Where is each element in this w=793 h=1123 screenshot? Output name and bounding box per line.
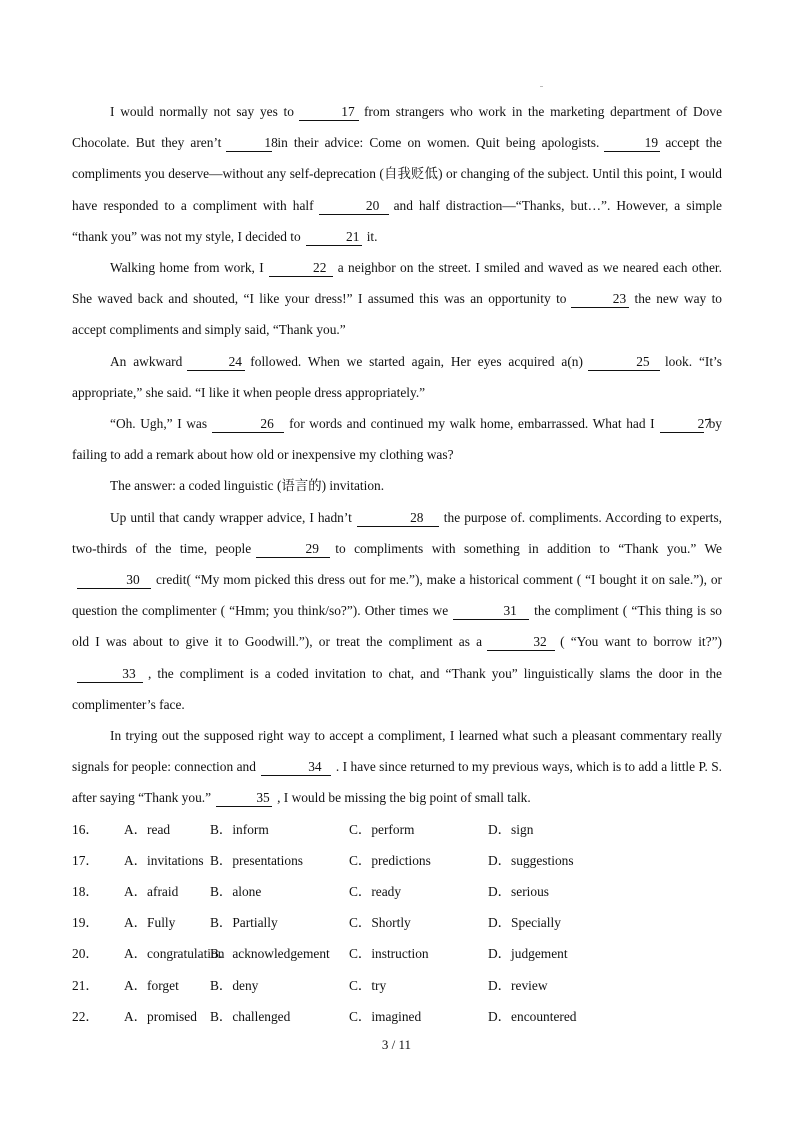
passage-text: credit( “My mom picked this dress out for me.”), make a historical comment ( “I bought it on sale.”), or question the complimenter ( “Hmm; you think/so?”). Other times we bbox=[72, 572, 722, 619]
option-a: A．promised bbox=[124, 1008, 197, 1024]
question-row bbox=[72, 845, 722, 876]
option-b: B．presentations bbox=[210, 852, 303, 868]
scan-mark bbox=[540, 86, 543, 87]
option-c: C．try bbox=[349, 977, 387, 993]
passage-text: “Oh. Ugh,” I was bbox=[110, 416, 208, 432]
passage-text: followed. When we started again, Her eyes acquired a(n) bbox=[250, 353, 583, 369]
option-c: C．perform bbox=[349, 821, 415, 837]
passage-text: to compliments with something in addition to “Thank you.” We bbox=[335, 540, 722, 556]
question-number: 17． bbox=[72, 852, 99, 868]
question-row bbox=[72, 970, 722, 1001]
option-c: C．ready bbox=[349, 884, 402, 900]
passage-text: look. “It’s appropriate,” she said. “I like it when people dress appropriately.” bbox=[72, 353, 722, 400]
question-number: 20． bbox=[72, 946, 99, 962]
question-row bbox=[72, 814, 722, 845]
question-number: 22． bbox=[72, 1008, 99, 1024]
option-b: B．acknowledgement bbox=[210, 946, 330, 962]
option-d: D．encountered bbox=[488, 1008, 577, 1024]
question-row bbox=[72, 938, 722, 969]
option-d: D．review bbox=[488, 977, 548, 993]
option-b: B．alone bbox=[210, 884, 262, 900]
option-b: B．Partially bbox=[210, 915, 278, 931]
passage-text: it. bbox=[366, 228, 378, 244]
blank-20: 20 bbox=[319, 197, 389, 215]
blank-17: 17 bbox=[299, 103, 359, 121]
passage-text: ( “You want to borrow it?”) bbox=[560, 634, 722, 650]
blank-21: 21 bbox=[306, 228, 362, 246]
paragraph bbox=[72, 346, 722, 408]
passage-text: Up until that candy wrapper advice, I hadn’t bbox=[110, 509, 352, 525]
option-d: D．serious bbox=[488, 884, 549, 900]
passage-text: I would normally not say yes to bbox=[110, 104, 294, 119]
option-c: C．Shortly bbox=[349, 915, 411, 931]
passage-text: accept the compliments you deserve—without any self-deprecation (自我贬低) or changing of the subject. Until this point, I would have responded to a compliment with half bbox=[72, 135, 722, 213]
paragraph bbox=[72, 720, 722, 814]
option-c: C．imagined bbox=[349, 1008, 422, 1024]
question-row bbox=[72, 1001, 722, 1032]
passage-text: the purpose of. compliments. According to experts, two-thirds of the time, people bbox=[72, 509, 722, 556]
question-number: 16． bbox=[72, 821, 99, 837]
option-d: D．sign bbox=[488, 821, 534, 837]
question-number: 21． bbox=[72, 977, 99, 993]
passage-text: by failing to add a remark about how old or inexpensive my clothing was? bbox=[72, 416, 722, 463]
paragraph bbox=[72, 502, 722, 720]
passage-text: in their advice: Come on women. Quit being apologists. bbox=[277, 135, 600, 151]
passage-text: the new way to accept compliments and simply said, “Thank you.” bbox=[72, 291, 722, 338]
passage-text: . I have since returned to my previous ways, which is to add a little P. S. after saying “Thank you.” bbox=[72, 759, 722, 806]
blank-31: 31 bbox=[453, 602, 529, 620]
passage-text: The answer: a coded linguistic (语言的) invitation. bbox=[110, 478, 385, 494]
passage-text: Walking home from work, I bbox=[110, 260, 264, 276]
option-a: A．Fully bbox=[124, 915, 176, 931]
paragraph bbox=[72, 408, 722, 470]
question-row bbox=[72, 907, 722, 938]
option-c: C．predictions bbox=[349, 852, 431, 868]
document-page bbox=[72, 96, 722, 1032]
paragraph bbox=[72, 252, 722, 346]
passage-text: , I would be missing the big point of small talk. bbox=[277, 790, 531, 806]
question-row bbox=[72, 876, 722, 907]
option-b: B．challenged bbox=[210, 1008, 291, 1024]
answer-options bbox=[72, 814, 722, 1032]
passage-text: and half distraction—“Thanks, but…”. However, a simple “thank you” was not my style, I decided to bbox=[72, 197, 722, 244]
blank-22: 22 bbox=[269, 259, 333, 277]
passage-text: for words and continued my walk home, embarrassed. What had I bbox=[289, 416, 655, 432]
option-a: A．afraid bbox=[124, 884, 179, 900]
passage-text: a neighbor on the street. I smiled and waved as we neared each other. She waved back and shouted, “I like your dress!” I assumed this was an opportunity to bbox=[72, 260, 722, 307]
question-number: 19． bbox=[72, 915, 99, 931]
blank-25: 25 bbox=[588, 353, 660, 371]
blank-30: 30 bbox=[77, 571, 151, 589]
passage-text: An awkward bbox=[110, 353, 183, 369]
blank-27: 27 bbox=[660, 415, 704, 433]
blank-18: 18 bbox=[226, 134, 272, 152]
page-number: 3 / 11 bbox=[381, 1037, 412, 1052]
paragraph bbox=[72, 470, 722, 501]
question-number: 18． bbox=[72, 884, 99, 900]
reading-passage bbox=[72, 96, 722, 814]
blank-33: 33 bbox=[77, 665, 143, 683]
option-b: B．inform bbox=[210, 821, 269, 837]
option-a: A．forget bbox=[124, 977, 179, 993]
blank-32: 32 bbox=[487, 633, 555, 651]
option-b: B．deny bbox=[210, 977, 259, 993]
blank-19: 19 bbox=[604, 134, 660, 152]
passage-text: from strangers who work in the marketing department of Dove Chocolate. But they aren’t bbox=[72, 104, 723, 151]
option-a: A．congratulation bbox=[124, 946, 225, 962]
blank-24: 24 bbox=[187, 353, 245, 371]
blank-26: 26 bbox=[212, 415, 284, 433]
option-a: A．invitations bbox=[124, 852, 204, 868]
passage-text: the compliment ( “This thing is so old I was about to give it to Goodwill.”), or treat the compliment as a bbox=[72, 603, 722, 650]
blank-28: 28 bbox=[357, 509, 439, 527]
passage-text: , the compliment is a coded invitation to chat, and “Thank you” linguistically slams the door in the complimenter’s face. bbox=[72, 665, 722, 712]
option-d: D．judgement bbox=[488, 946, 568, 962]
passage-text: In trying out the supposed right way to accept a compliment, I learned what such a pleasant commentary really signals for people: connection and bbox=[72, 728, 722, 775]
blank-23: 23 bbox=[571, 290, 629, 308]
option-d: D．Specially bbox=[488, 915, 561, 931]
option-c: C．instruction bbox=[349, 946, 429, 962]
paragraph bbox=[72, 96, 722, 252]
blank-35: 35 bbox=[216, 789, 272, 807]
blank-29: 29 bbox=[256, 540, 330, 558]
blank-34: 34 bbox=[261, 758, 331, 776]
option-a: A．read bbox=[124, 821, 171, 837]
option-d: D．suggestions bbox=[488, 852, 574, 868]
